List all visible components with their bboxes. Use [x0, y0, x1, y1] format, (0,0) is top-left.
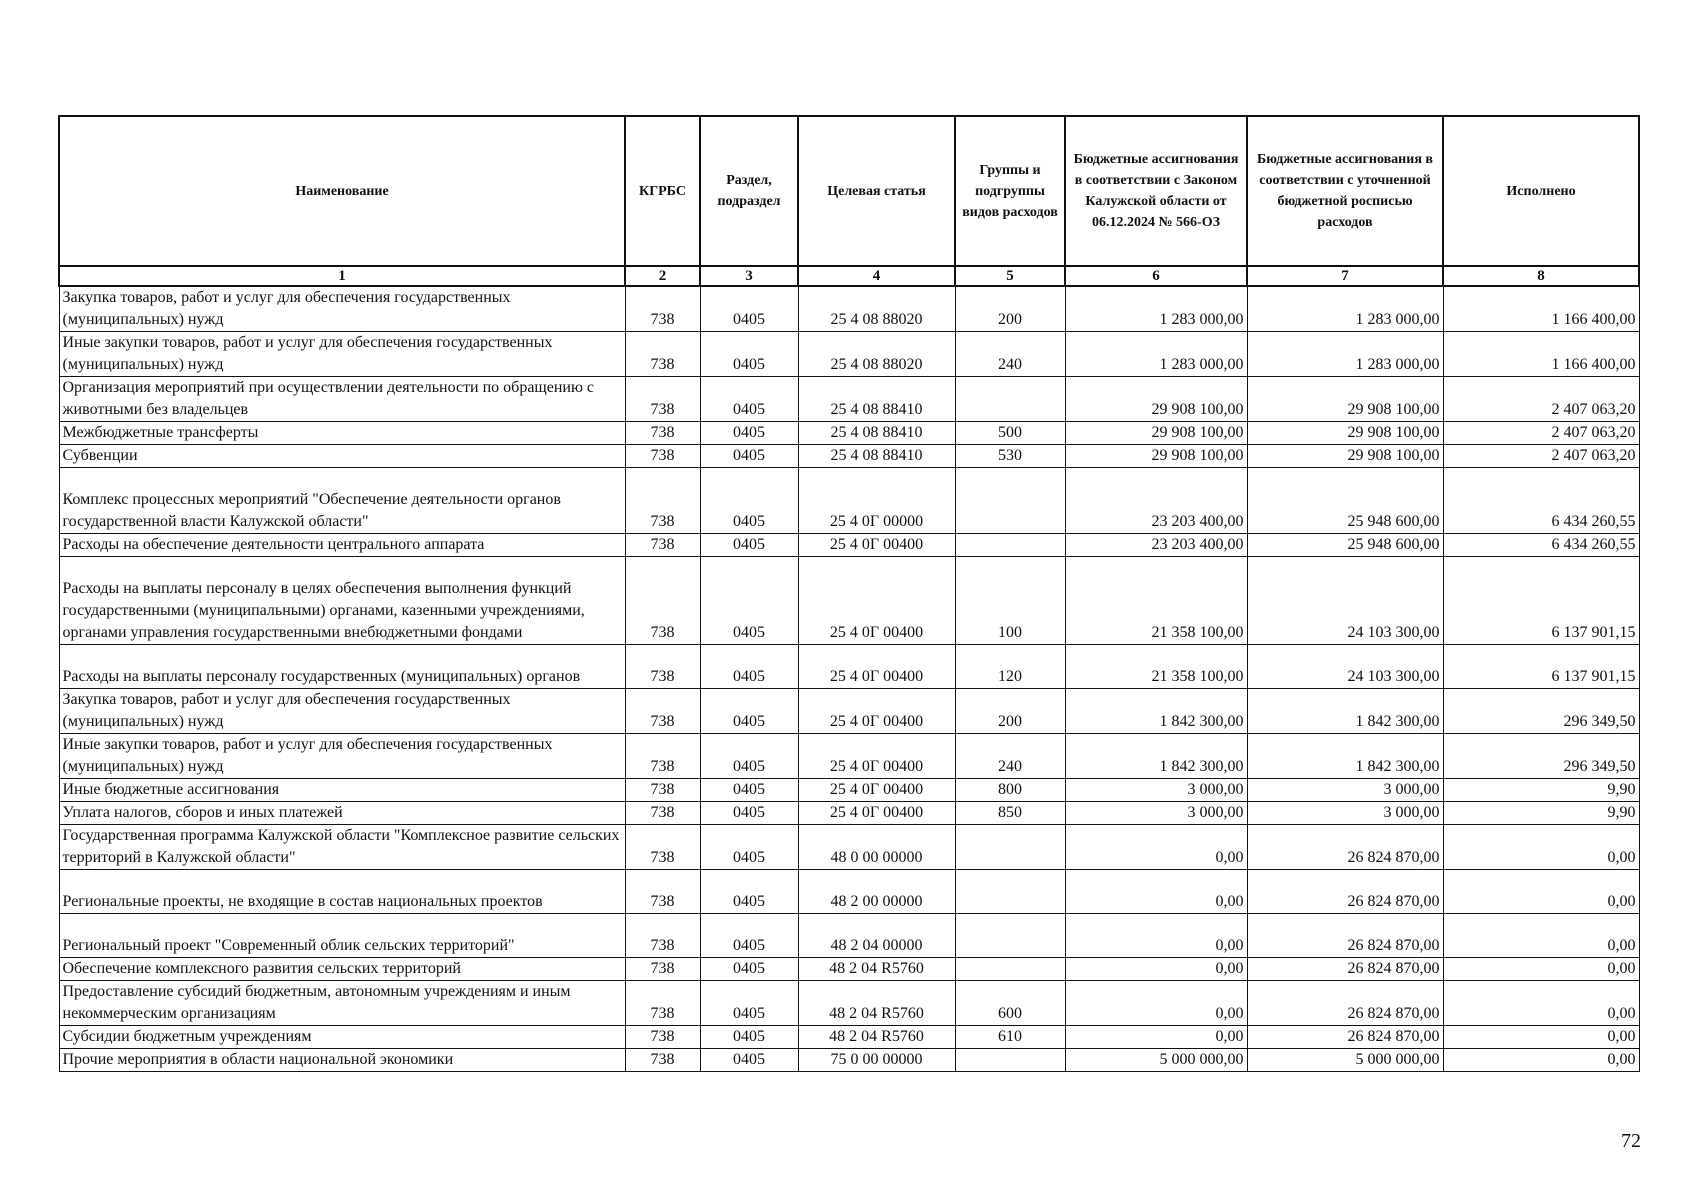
table-row	[59, 981, 1639, 1026]
row-target-article-cell: 48 2 04 00000	[798, 914, 955, 958]
row-section-cell: 0405	[700, 332, 798, 377]
table-row	[59, 1026, 1639, 1049]
row-expense-group-cell: 240	[955, 734, 1065, 779]
row-name-cell: Уплата налогов, сборов и иных платежей	[59, 802, 625, 825]
column-number: 4	[798, 266, 955, 286]
row-section-cell: 0405	[700, 958, 798, 981]
row-name-cell: Расходы на обеспечение деятельности центрального аппарата	[59, 534, 625, 557]
row-expense-group-cell: 600	[955, 981, 1065, 1026]
row-law-amount-cell: 1 283 000,00	[1065, 286, 1247, 332]
row-law-amount-cell: 5 000 000,00	[1065, 1049, 1247, 1072]
row-section-cell: 0405	[700, 870, 798, 914]
row-expense-group-cell	[955, 958, 1065, 981]
row-section-cell: 0405	[700, 534, 798, 557]
table-row	[59, 377, 1639, 422]
row-name-cell: Региональный проект "Современный облик сельских территорий"	[59, 914, 625, 958]
row-target-article-cell: 25 4 0Г 00400	[798, 534, 955, 557]
table-row	[59, 689, 1639, 734]
row-kgrbs-cell: 738	[625, 802, 700, 825]
row-executed-amount-cell: 2 407 063,20	[1443, 445, 1639, 468]
header-target-article: Целевая статья	[798, 116, 955, 266]
row-kgrbs-cell: 738	[625, 534, 700, 557]
row-section-cell: 0405	[700, 1049, 798, 1072]
row-law-amount-cell: 1 842 300,00	[1065, 689, 1247, 734]
row-target-article-cell: 48 0 00 00000	[798, 825, 955, 870]
row-refined-amount-cell: 1 283 000,00	[1247, 332, 1443, 377]
budget-sheet	[58, 115, 1638, 1072]
row-kgrbs-cell: 738	[625, 1026, 700, 1049]
row-target-article-cell: 48 2 04 R5760	[798, 981, 955, 1026]
column-number: 1	[59, 266, 625, 286]
row-name-cell: Государственная программа Калужской области "Комплексное развитие сельских территорий в Калужской области"	[59, 825, 625, 870]
row-refined-amount-cell: 26 824 870,00	[1247, 958, 1443, 981]
row-refined-amount-cell: 29 908 100,00	[1247, 377, 1443, 422]
row-section-cell: 0405	[700, 468, 798, 534]
row-expense-group-cell: 100	[955, 557, 1065, 645]
row-name-cell: Комплекс процессных мероприятий "Обеспечение деятельности органов государственной власти Калужской области"	[59, 468, 625, 534]
row-target-article-cell: 25 4 08 88020	[798, 332, 955, 377]
row-expense-group-cell	[955, 825, 1065, 870]
row-target-article-cell: 25 4 08 88020	[798, 286, 955, 332]
row-executed-amount-cell: 1 166 400,00	[1443, 286, 1639, 332]
row-refined-amount-cell: 26 824 870,00	[1247, 825, 1443, 870]
row-executed-amount-cell: 296 349,50	[1443, 689, 1639, 734]
row-section-cell: 0405	[700, 286, 798, 332]
row-kgrbs-cell: 738	[625, 557, 700, 645]
table-row	[59, 802, 1639, 825]
row-target-article-cell: 25 4 0Г 00400	[798, 689, 955, 734]
column-number: 3	[700, 266, 798, 286]
header-law-allocations: Бюджетные ассигнования в соответствии с Законом Калужской области от 06.12.2024 № 566-ОЗ	[1065, 116, 1247, 266]
row-law-amount-cell: 0,00	[1065, 914, 1247, 958]
column-number: 6	[1065, 266, 1247, 286]
row-expense-group-cell: 200	[955, 286, 1065, 332]
row-executed-amount-cell: 0,00	[1443, 870, 1639, 914]
row-section-cell: 0405	[700, 779, 798, 802]
row-law-amount-cell: 29 908 100,00	[1065, 377, 1247, 422]
row-target-article-cell: 25 4 0Г 00400	[798, 802, 955, 825]
row-kgrbs-cell: 738	[625, 981, 700, 1026]
row-refined-amount-cell: 5 000 000,00	[1247, 1049, 1443, 1072]
row-kgrbs-cell: 738	[625, 332, 700, 377]
row-law-amount-cell: 3 000,00	[1065, 779, 1247, 802]
row-refined-amount-cell: 29 908 100,00	[1247, 445, 1443, 468]
table-row	[59, 825, 1639, 870]
row-refined-amount-cell: 24 103 300,00	[1247, 645, 1443, 689]
row-refined-amount-cell: 26 824 870,00	[1247, 981, 1443, 1026]
row-law-amount-cell: 29 908 100,00	[1065, 422, 1247, 445]
row-law-amount-cell: 0,00	[1065, 958, 1247, 981]
row-target-article-cell: 25 4 08 88410	[798, 422, 955, 445]
header-name: Наименование	[59, 116, 625, 266]
row-expense-group-cell	[955, 468, 1065, 534]
table-row	[59, 286, 1639, 332]
row-executed-amount-cell: 2 407 063,20	[1443, 377, 1639, 422]
row-executed-amount-cell: 6 434 260,55	[1443, 468, 1639, 534]
row-executed-amount-cell: 6 137 901,15	[1443, 645, 1639, 689]
row-section-cell: 0405	[700, 689, 798, 734]
row-expense-group-cell: 530	[955, 445, 1065, 468]
row-expense-group-cell	[955, 914, 1065, 958]
row-refined-amount-cell: 26 824 870,00	[1247, 1026, 1443, 1049]
table-row	[59, 870, 1639, 914]
row-refined-amount-cell: 29 908 100,00	[1247, 422, 1443, 445]
row-section-cell: 0405	[700, 445, 798, 468]
row-kgrbs-cell: 738	[625, 870, 700, 914]
header-section: Раздел, подраздел	[700, 116, 798, 266]
row-executed-amount-cell: 0,00	[1443, 1049, 1639, 1072]
row-section-cell: 0405	[700, 825, 798, 870]
row-target-article-cell: 25 4 0Г 00400	[798, 645, 955, 689]
row-refined-amount-cell: 24 103 300,00	[1247, 557, 1443, 645]
row-executed-amount-cell: 9,90	[1443, 802, 1639, 825]
row-name-cell: Закупка товаров, работ и услуг для обеспечения государственных (муниципальных) нужд	[59, 689, 625, 734]
row-expense-group-cell: 800	[955, 779, 1065, 802]
table-row	[59, 332, 1639, 377]
row-law-amount-cell: 0,00	[1065, 870, 1247, 914]
row-name-cell: Межбюджетные трансферты	[59, 422, 625, 445]
row-kgrbs-cell: 738	[625, 914, 700, 958]
row-executed-amount-cell: 0,00	[1443, 914, 1639, 958]
header-refined-allocations: Бюджетные ассигнования в соответствии с уточненной бюджетной росписью расходов	[1247, 116, 1443, 266]
row-expense-group-cell	[955, 1049, 1065, 1072]
row-name-cell: Иные закупки товаров, работ и услуг для обеспечения государственных (муниципальных) нужд	[59, 734, 625, 779]
row-refined-amount-cell: 3 000,00	[1247, 802, 1443, 825]
row-refined-amount-cell: 26 824 870,00	[1247, 914, 1443, 958]
row-name-cell: Предоставление субсидий бюджетным, автономным учреждениям и иным некоммерческим организациям	[59, 981, 625, 1026]
row-kgrbs-cell: 738	[625, 445, 700, 468]
row-target-article-cell: 48 2 00 00000	[798, 870, 955, 914]
row-target-article-cell: 48 2 04 R5760	[798, 1026, 955, 1049]
row-refined-amount-cell: 1 283 000,00	[1247, 286, 1443, 332]
row-section-cell: 0405	[700, 645, 798, 689]
row-law-amount-cell: 23 203 400,00	[1065, 468, 1247, 534]
column-number: 2	[625, 266, 700, 286]
row-expense-group-cell: 850	[955, 802, 1065, 825]
header-kgrbs: КГРБС	[625, 116, 700, 266]
table-row	[59, 468, 1639, 534]
row-kgrbs-cell: 738	[625, 377, 700, 422]
row-section-cell: 0405	[700, 377, 798, 422]
row-section-cell: 0405	[700, 557, 798, 645]
row-name-cell: Субвенции	[59, 445, 625, 468]
row-kgrbs-cell: 738	[625, 286, 700, 332]
row-name-cell: Закупка товаров, работ и услуг для обеспечения государственных (муниципальных) нужд	[59, 286, 625, 332]
row-executed-amount-cell: 0,00	[1443, 825, 1639, 870]
row-name-cell: Организация мероприятий при осуществлении деятельности по обращению с животными без владельцев	[59, 377, 625, 422]
row-name-cell: Иные бюджетные ассигнования	[59, 779, 625, 802]
row-law-amount-cell: 0,00	[1065, 981, 1247, 1026]
row-section-cell: 0405	[700, 981, 798, 1026]
row-refined-amount-cell: 1 842 300,00	[1247, 689, 1443, 734]
row-name-cell: Обеспечение комплексного развития сельских территорий	[59, 958, 625, 981]
row-law-amount-cell: 21 358 100,00	[1065, 557, 1247, 645]
table-row	[59, 445, 1639, 468]
column-number: 5	[955, 266, 1065, 286]
row-kgrbs-cell: 738	[625, 779, 700, 802]
header-executed: Исполнено	[1443, 116, 1639, 266]
row-law-amount-cell: 0,00	[1065, 825, 1247, 870]
row-name-cell: Иные закупки товаров, работ и услуг для обеспечения государственных (муниципальных) нужд	[59, 332, 625, 377]
row-kgrbs-cell: 738	[625, 825, 700, 870]
row-section-cell: 0405	[700, 734, 798, 779]
header-expense-groups: Группы и подгруппы видов расходов	[955, 116, 1065, 266]
row-kgrbs-cell: 738	[625, 1049, 700, 1072]
row-refined-amount-cell: 25 948 600,00	[1247, 468, 1443, 534]
row-name-cell: Расходы на выплаты персоналу в целях обеспечения выполнения функций государственными (муниципальными) органами, казенными учреждениями, органами управления государственными внебюджетными фондами	[59, 557, 625, 645]
row-executed-amount-cell: 6 137 901,15	[1443, 557, 1639, 645]
row-target-article-cell: 25 4 08 88410	[798, 445, 955, 468]
row-executed-amount-cell: 9,90	[1443, 779, 1639, 802]
row-section-cell: 0405	[700, 422, 798, 445]
row-law-amount-cell: 0,00	[1065, 1026, 1247, 1049]
table-row	[59, 734, 1639, 779]
row-kgrbs-cell: 738	[625, 422, 700, 445]
row-refined-amount-cell: 26 824 870,00	[1247, 870, 1443, 914]
table-row	[59, 914, 1639, 958]
row-law-amount-cell: 29 908 100,00	[1065, 445, 1247, 468]
table-header	[59, 116, 1639, 286]
row-executed-amount-cell: 0,00	[1443, 1026, 1639, 1049]
row-law-amount-cell: 3 000,00	[1065, 802, 1247, 825]
row-name-cell: Прочие мероприятия в области национальной экономики	[59, 1049, 625, 1072]
row-kgrbs-cell: 738	[625, 468, 700, 534]
row-kgrbs-cell: 738	[625, 734, 700, 779]
row-law-amount-cell: 21 358 100,00	[1065, 645, 1247, 689]
row-kgrbs-cell: 738	[625, 958, 700, 981]
row-section-cell: 0405	[700, 802, 798, 825]
row-expense-group-cell: 240	[955, 332, 1065, 377]
table-row	[59, 779, 1639, 802]
column-number: 7	[1247, 266, 1443, 286]
row-name-cell: Субсидии бюджетным учреждениям	[59, 1026, 625, 1049]
row-target-article-cell: 25 4 08 88410	[798, 377, 955, 422]
row-expense-group-cell	[955, 870, 1065, 914]
table-row	[59, 534, 1639, 557]
row-section-cell: 0405	[700, 914, 798, 958]
row-executed-amount-cell: 0,00	[1443, 981, 1639, 1026]
row-expense-group-cell: 200	[955, 689, 1065, 734]
row-refined-amount-cell: 25 948 600,00	[1247, 534, 1443, 557]
row-law-amount-cell: 23 203 400,00	[1065, 534, 1247, 557]
row-name-cell: Расходы на выплаты персоналу государственных (муниципальных) органов	[59, 645, 625, 689]
row-target-article-cell: 75 0 00 00000	[798, 1049, 955, 1072]
row-target-article-cell: 25 4 0Г 00400	[798, 734, 955, 779]
row-expense-group-cell	[955, 377, 1065, 422]
row-executed-amount-cell: 1 166 400,00	[1443, 332, 1639, 377]
table-body	[59, 286, 1639, 1072]
row-executed-amount-cell: 6 434 260,55	[1443, 534, 1639, 557]
row-law-amount-cell: 1 283 000,00	[1065, 332, 1247, 377]
row-executed-amount-cell: 2 407 063,20	[1443, 422, 1639, 445]
row-executed-amount-cell: 0,00	[1443, 958, 1639, 981]
table-row	[59, 958, 1639, 981]
row-law-amount-cell: 1 842 300,00	[1065, 734, 1247, 779]
page-number: 72	[1621, 1130, 1641, 1152]
row-target-article-cell: 25 4 0Г 00000	[798, 468, 955, 534]
row-refined-amount-cell: 3 000,00	[1247, 779, 1443, 802]
row-expense-group-cell: 120	[955, 645, 1065, 689]
budget-execution-table	[58, 115, 1640, 1072]
row-target-article-cell: 25 4 0Г 00400	[798, 779, 955, 802]
column-number: 8	[1443, 266, 1639, 286]
row-expense-group-cell: 610	[955, 1026, 1065, 1049]
table-row	[59, 645, 1639, 689]
row-kgrbs-cell: 738	[625, 689, 700, 734]
row-expense-group-cell: 500	[955, 422, 1065, 445]
row-executed-amount-cell: 296 349,50	[1443, 734, 1639, 779]
row-kgrbs-cell: 738	[625, 645, 700, 689]
row-target-article-cell: 25 4 0Г 00400	[798, 557, 955, 645]
row-expense-group-cell	[955, 534, 1065, 557]
table-row	[59, 1049, 1639, 1072]
table-row	[59, 557, 1639, 645]
row-name-cell: Региональные проекты, не входящие в состав национальных проектов	[59, 870, 625, 914]
row-section-cell: 0405	[700, 1026, 798, 1049]
row-refined-amount-cell: 1 842 300,00	[1247, 734, 1443, 779]
table-row	[59, 422, 1639, 445]
row-target-article-cell: 48 2 04 R5760	[798, 958, 955, 981]
